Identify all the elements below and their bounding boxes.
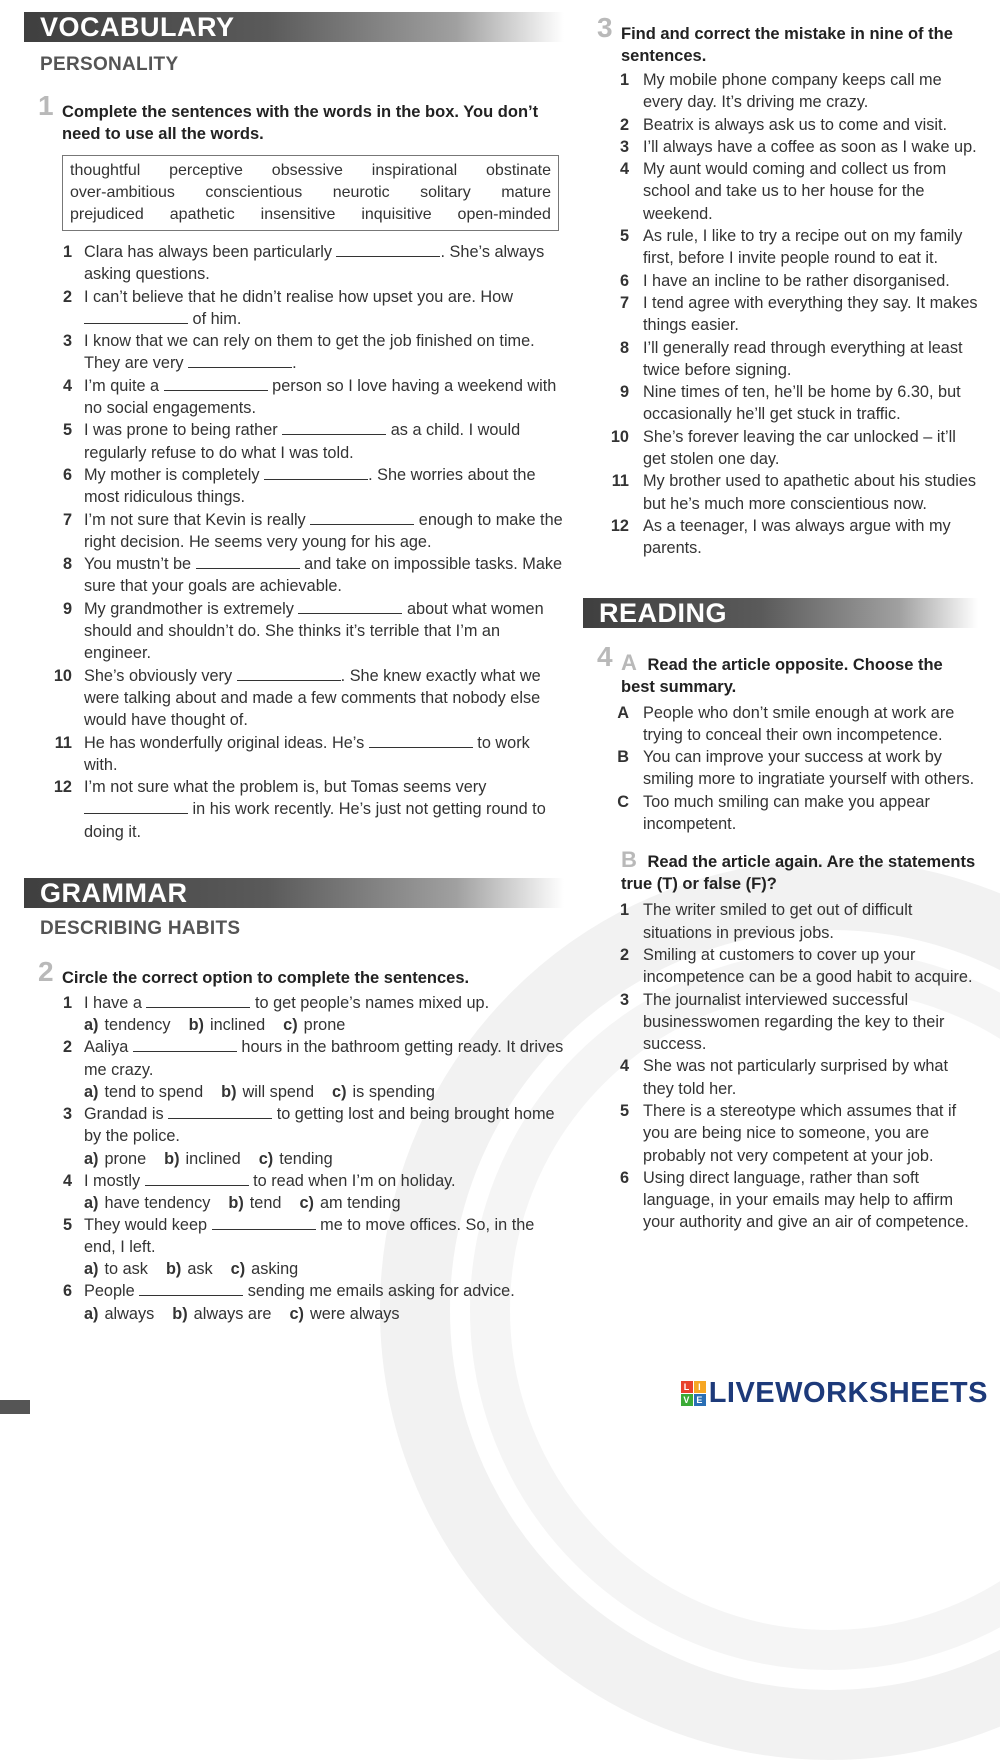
logo-mark-tile: I	[694, 1381, 706, 1393]
correction-sentence	[583, 381, 978, 426]
answer-options	[24, 1081, 564, 1103]
correction-sentence	[583, 69, 978, 114]
item-text: She’s forever leaving the car unlocked – it’ll get stolen one day.	[643, 427, 956, 469]
answer-option[interactable]	[299, 1192, 400, 1214]
vocabulary-sentence	[24, 732, 564, 777]
word-box	[62, 155, 559, 231]
answer-option[interactable]	[84, 1081, 203, 1103]
item-number: 3	[62, 332, 72, 351]
grammar-question	[24, 1214, 564, 1259]
true-false-statement	[583, 1100, 978, 1167]
option-letter: b)	[165, 1260, 182, 1279]
liveworksheets-logo-icon	[681, 1381, 706, 1406]
answer-option[interactable]	[283, 1014, 345, 1036]
word-box-word: neurotic	[332, 184, 390, 201]
answer-option[interactable]	[84, 1303, 154, 1325]
word-box-row	[70, 204, 551, 226]
exercise-number: 3	[597, 12, 613, 43]
sentence-text-before: Clara has always been particularly	[84, 243, 337, 261]
option-letter: a)	[84, 1016, 99, 1035]
exercise-text: Complete the sentences with the words in the box. You don’t need to use all the words.	[62, 103, 539, 143]
item-number: 5	[62, 421, 72, 440]
sentence-text-after: sending me emails asking for advice.	[243, 1282, 515, 1301]
option-letter: b)	[172, 1304, 188, 1323]
word-box-word: mature	[501, 184, 551, 201]
sentence-text-before: You mustn’t be	[84, 555, 196, 574]
exercise-text: Circle the correct option to complete the sentences.	[62, 969, 470, 988]
option-letter: a)	[84, 1260, 99, 1279]
item-text: I have an incline to be rather disorganised.	[643, 271, 950, 290]
answer-gap[interactable]	[139, 1281, 243, 1296]
summary-option	[583, 791, 978, 836]
word-box-word: inquisitive	[361, 206, 432, 223]
answer-option[interactable]	[172, 1303, 271, 1325]
sentence-text-before: I have a	[84, 994, 147, 1013]
option-text: tend	[249, 1193, 282, 1212]
grammar-question	[24, 1280, 564, 1302]
sentence-text-after: of him.	[188, 309, 242, 328]
option-text: asking	[251, 1260, 299, 1279]
item-text: My brother used to apathetic about his studies but he’s much more conscientious now.	[643, 472, 977, 513]
vocabulary-sentence	[24, 553, 564, 598]
answer-gap[interactable]	[369, 733, 473, 748]
grammar-banner: GRAMMAR	[24, 878, 564, 908]
vocabulary-sentence	[24, 286, 564, 331]
answer-gap[interactable]	[310, 510, 414, 525]
vocabulary-sentence	[24, 776, 564, 843]
sentence-text-before: I was prone to being rather	[84, 421, 283, 440]
answer-gap[interactable]	[164, 376, 268, 391]
word-box-word: thoughtful	[70, 162, 141, 179]
correction-sentence	[583, 515, 978, 560]
item-number: 3	[619, 990, 629, 1009]
sentence-text-before: Aaliya	[84, 1038, 133, 1057]
logo-mark-tile: E	[694, 1394, 706, 1406]
answer-gap[interactable]	[237, 666, 341, 681]
item-number: 1	[619, 71, 629, 89]
item-number: C	[617, 792, 629, 811]
sentence-text-after: to work with.	[84, 733, 530, 774]
item-number: 11	[611, 472, 629, 491]
item-text: Nine times of ten, he’ll be home by 6.30, but occasionally he’ll get stuck in traffic.	[643, 383, 961, 424]
item-number: 6	[619, 1168, 629, 1187]
item-number: 5	[62, 1215, 72, 1234]
answer-gap[interactable]	[282, 420, 386, 435]
item-number: 6	[62, 1282, 72, 1301]
item-text: I’ll generally read through everything at least twice before signing.	[643, 338, 963, 379]
item-number: 1	[62, 994, 72, 1013]
sentence-text-before: My mother is completely	[84, 465, 265, 484]
word-box-word: solitary	[420, 184, 471, 201]
item-number: 12	[610, 516, 629, 535]
answer-options	[24, 1303, 564, 1325]
grammar-question	[24, 992, 564, 1014]
item-text: I’ll always have a coffee as soon as I wake up.	[643, 137, 977, 156]
grammar-question	[24, 1170, 564, 1192]
correction-sentence	[583, 114, 978, 136]
correction-sentence	[583, 225, 978, 270]
answer-option[interactable]	[332, 1081, 435, 1103]
item-text: Smiling at customers to cover up your incompetence can be a good habit to acquire.	[643, 945, 973, 987]
option-text: tending	[279, 1149, 333, 1168]
item-number: 10	[610, 427, 629, 446]
correction-sentence	[583, 270, 978, 292]
exercise-text: Find and correct the mistake in nine of the sentences.	[621, 25, 953, 65]
option-text: prone	[104, 1149, 147, 1168]
answer-option[interactable]	[259, 1148, 333, 1170]
exercise-text: Read the article opposite. Choose the best summary.	[621, 655, 943, 696]
summary-options-list	[583, 702, 978, 836]
answer-option[interactable]	[231, 1258, 299, 1280]
exercise-number: 4	[597, 640, 613, 672]
vocabulary-sentence	[24, 419, 564, 464]
item-number: 5	[619, 227, 629, 246]
answer-options	[24, 1014, 564, 1036]
item-text: As rule, I like to try a recipe out on my family first, before I invite people round to eat it.	[643, 227, 963, 268]
item-number: 4	[62, 376, 72, 395]
item-text: The writer smiled to get out of difficult situations in previous jobs.	[643, 901, 913, 942]
true-false-statement	[583, 989, 978, 1056]
word-box-word: prejudiced	[70, 206, 144, 223]
sentence-text-after: . She worries about the most ridiculous things.	[84, 465, 536, 507]
vocabulary-sentence	[24, 598, 564, 665]
vocabulary-sentence	[24, 241, 564, 286]
answer-options	[24, 1192, 564, 1214]
correction-sentence	[583, 292, 978, 337]
option-letter: c)	[283, 1016, 298, 1035]
item-number: 9	[619, 383, 629, 402]
option-letter: b)	[188, 1016, 204, 1035]
grammar-question	[24, 1103, 564, 1148]
sentence-text-after: me to move offices. So, in the end, I left.	[84, 1215, 535, 1257]
item-text: Too much smiling can make you appear incompetent.	[643, 792, 930, 834]
exercise-4b-instructions	[583, 849, 978, 895]
option-letter: b)	[221, 1082, 237, 1101]
answer-gap[interactable]	[212, 1215, 316, 1230]
item-number: 8	[62, 555, 72, 574]
answer-gap[interactable]	[133, 1037, 237, 1052]
sentence-text-after: about what women should and shouldn’t do. She thinks it’s terrible that I’m an engineer.	[84, 599, 544, 663]
liveworksheets-logo[interactable]	[681, 1377, 988, 1410]
exercise-1-instructions	[24, 90, 564, 145]
word-box-word: over-ambitious	[70, 184, 175, 201]
answer-gap[interactable]	[188, 353, 292, 368]
answer-option[interactable]	[84, 1192, 210, 1214]
sentence-text-before: They would keep	[84, 1215, 212, 1234]
answer-gap[interactable]	[168, 1104, 272, 1119]
sentence-text-before: She’s obviously very	[84, 666, 237, 685]
item-number: 6	[62, 465, 72, 484]
liveworksheets-logo-text: LIVEWORKSHEETS	[708, 1377, 988, 1409]
word-box-row	[70, 182, 551, 204]
option-letter: a)	[84, 1193, 99, 1212]
item-number: A	[617, 703, 629, 722]
answer-option[interactable]	[289, 1303, 399, 1325]
item-text: People who don’t smile enough at work are trying to conceal their own incompetence.	[643, 703, 955, 744]
exercise-number: 2	[38, 956, 54, 988]
option-text: is spending	[352, 1082, 435, 1101]
sentence-text-after: and take on impossible tasks. Make sure that your goals are achievable.	[84, 555, 563, 596]
option-letter: b)	[228, 1193, 244, 1212]
item-number: 1	[62, 243, 72, 261]
item-number: 11	[54, 733, 72, 752]
item-text: My aunt would coming and collect us from school and take us to her house for the weekend.	[643, 160, 947, 223]
option-letter: c)	[258, 1149, 274, 1168]
correction-sentence	[583, 470, 978, 515]
page-tab	[0, 1400, 30, 1414]
word-box-word: conscientious	[205, 184, 303, 201]
vocabulary-banner: VOCABULARY	[24, 12, 564, 42]
item-text: The journalist interviewed successful businesswomen regarding the key to their success.	[643, 990, 945, 1054]
item-number: 5	[619, 1101, 629, 1120]
option-letter: a)	[84, 1082, 99, 1101]
answer-gap[interactable]	[298, 599, 402, 614]
item-number: 2	[619, 115, 629, 134]
item-number: 3	[619, 137, 629, 156]
answer-gap[interactable]	[196, 554, 300, 569]
left-column	[24, 0, 564, 1325]
personality-subhead: PERSONALITY	[40, 54, 179, 75]
word-box-word: inspirational	[371, 162, 458, 179]
item-number: B	[617, 748, 629, 767]
item-number: 12	[53, 778, 72, 797]
option-text: always	[104, 1304, 155, 1323]
answer-option[interactable]	[84, 1014, 171, 1036]
answer-gap[interactable]	[264, 465, 368, 480]
true-false-statement	[583, 1167, 978, 1234]
correction-sentence-list	[583, 69, 978, 560]
sentence-text-after: to getting lost and being brought home by the police.	[84, 1104, 555, 1146]
item-text: Using direct language, rather than soft language, in your emails may help to affirm your authority and give an air of competence.	[643, 1168, 969, 1232]
sentence-text-before: I can’t believe that he didn’t realise how upset you are. How	[84, 287, 513, 306]
reading-banner: READING	[583, 598, 978, 628]
logo-mark-tile: V	[681, 1394, 693, 1406]
sentence-text-after: to read when I’m on holiday.	[248, 1171, 456, 1190]
correction-sentence	[583, 426, 978, 471]
item-number: 9	[62, 599, 72, 618]
item-number: 2	[619, 945, 629, 964]
answer-option[interactable]	[84, 1148, 146, 1170]
answer-options	[24, 1148, 564, 1170]
vocabulary-sentence	[24, 375, 564, 420]
logo-mark-tile: L	[681, 1381, 693, 1393]
vocabulary-sentence	[24, 509, 564, 554]
option-letter: c)	[230, 1260, 246, 1279]
answer-option[interactable]	[166, 1258, 213, 1280]
word-box-word: obstinate	[486, 162, 551, 179]
sentence-text-before: I know that we can rely on them to get the job finished on time. They are very	[84, 332, 535, 373]
part-b-label: B	[621, 847, 637, 873]
vocabulary-sentence	[24, 464, 564, 509]
true-false-statement	[583, 1055, 978, 1100]
true-false-statement	[583, 944, 978, 989]
sentence-text-before: I’m quite a	[84, 376, 164, 395]
answer-option[interactable]	[84, 1258, 148, 1280]
sentence-text-after: to get people’s names mixed up.	[250, 994, 490, 1013]
item-number: 6	[619, 271, 629, 290]
word-box-word: perceptive	[169, 162, 243, 179]
vocabulary-sentence-list	[24, 241, 564, 843]
item-text: As a teenager, I was always argue with my parents.	[643, 516, 951, 558]
exercise-4a-instructions	[583, 640, 978, 698]
true-false-statement	[583, 899, 978, 944]
option-text: inclined	[185, 1149, 241, 1168]
option-letter: c)	[289, 1304, 304, 1323]
option-text: always are	[193, 1304, 272, 1323]
sentence-text-before: He has wonderfully original ideas. He’s	[84, 733, 369, 752]
option-text: inclined	[209, 1016, 266, 1035]
option-letter: a)	[84, 1149, 99, 1168]
item-number: 1	[619, 901, 629, 920]
item-number: 2	[62, 1038, 72, 1057]
grammar-question-list	[24, 992, 564, 1325]
answer-gap[interactable]	[145, 1171, 249, 1186]
word-box-word: insensitive	[260, 206, 336, 223]
word-box-word: obsessive	[271, 162, 343, 179]
item-number: 10	[53, 666, 72, 685]
option-text: ask	[187, 1260, 213, 1279]
word-box-word: open-minded	[457, 206, 551, 223]
exercise-text: Read the article again. Are the statements true (T) or false (F)?	[621, 853, 976, 894]
sentence-text-after: hours in the bathroom getting ready. It drives me crazy.	[84, 1038, 564, 1079]
item-number: 3	[62, 1104, 72, 1123]
item-number: 2	[62, 287, 72, 306]
option-text: have tendency	[104, 1193, 211, 1212]
item-number: 4	[619, 1057, 629, 1076]
true-false-statement-list	[583, 899, 978, 1233]
sentence-text-after: . She’s always asking questions.	[84, 243, 545, 284]
sentence-text-before: I mostly	[84, 1171, 145, 1190]
answer-option[interactable]	[221, 1081, 314, 1103]
sentence-text-before: I’m not sure that Kevin is really	[84, 510, 311, 529]
answer-gap[interactable]	[336, 242, 440, 257]
correction-sentence	[583, 337, 978, 382]
option-letter: a)	[84, 1304, 99, 1323]
correction-sentence	[583, 136, 978, 158]
item-number: 8	[619, 338, 629, 357]
option-text: am tending	[319, 1193, 401, 1212]
summary-option	[583, 746, 978, 791]
answer-options	[24, 1258, 564, 1280]
exercise-2-instructions	[24, 956, 564, 989]
answer-option[interactable]	[164, 1148, 241, 1170]
answer-option[interactable]	[189, 1014, 266, 1036]
answer-gap[interactable]	[146, 993, 250, 1008]
option-letter: b)	[164, 1149, 180, 1168]
grammar-question	[24, 1036, 564, 1081]
summary-option	[583, 702, 978, 747]
sentence-text-after: person so I love having a weekend with no social engagements.	[84, 376, 557, 418]
option-text: tend to spend	[104, 1082, 204, 1101]
item-text: Beatrix is always ask us to come and visit.	[643, 115, 948, 134]
answer-gap[interactable]	[84, 309, 188, 324]
word-box-row	[70, 160, 551, 182]
answer-gap[interactable]	[84, 799, 188, 814]
option-text: were always	[309, 1304, 400, 1323]
sentence-text-before: My grandmother is extremely	[84, 599, 299, 618]
option-text: tendency	[104, 1016, 171, 1035]
answer-option[interactable]	[228, 1192, 281, 1214]
item-number: 4	[62, 1171, 72, 1190]
describing-habits-subhead: DESCRIBING HABITS	[40, 918, 241, 940]
item-text: My mobile phone company keeps call me every day. It’s driving me crazy.	[643, 71, 942, 112]
sentence-text-after: .	[292, 354, 297, 373]
vocabulary-sentence	[24, 665, 564, 732]
vocabulary-sentence	[24, 330, 564, 375]
sentence-text-after: enough to make the right decision. He seems very young for his age.	[84, 510, 563, 551]
item-number: 7	[619, 293, 629, 312]
sentence-text-after: . She knew exactly what we were talking about and made a few comments that nobody else would have thought of.	[84, 666, 541, 730]
option-letter: c)	[299, 1193, 314, 1212]
item-text: She was not particularly surprised by what they told her.	[643, 1057, 948, 1098]
option-letter: c)	[332, 1082, 347, 1101]
item-text: You can improve your success at work by smiling more to ingratiate yourself with others.	[643, 748, 975, 789]
item-number: 4	[619, 160, 629, 179]
part-a-label: A	[621, 649, 637, 675]
option-text: will spend	[242, 1082, 315, 1101]
sentence-text-after: in his work recently. He’s just not getting round to doing it.	[84, 800, 546, 841]
word-box-word: apathetic	[169, 206, 235, 223]
item-text: There is a stereotype which assumes that if you are being nice to someone, you are probably not very competent at your job.	[643, 1101, 957, 1165]
sentence-text-after: as a child. I would regularly refuse to do what I was told.	[84, 421, 521, 462]
sentence-text-before: I’m not sure what the problem is, but Tomas seems very	[84, 778, 487, 797]
item-number: 7	[62, 510, 72, 529]
right-column	[583, 0, 978, 1234]
option-text: prone	[303, 1016, 346, 1035]
exercise-3-instructions	[583, 12, 978, 67]
correction-sentence	[583, 158, 978, 225]
exercise-number: 1	[38, 90, 54, 121]
sentence-text-before: Grandad is	[84, 1104, 169, 1123]
option-text: to ask	[104, 1260, 148, 1279]
sentence-text-before: People	[84, 1282, 140, 1301]
item-text: I tend agree with everything they say. It makes things easier.	[643, 293, 978, 335]
